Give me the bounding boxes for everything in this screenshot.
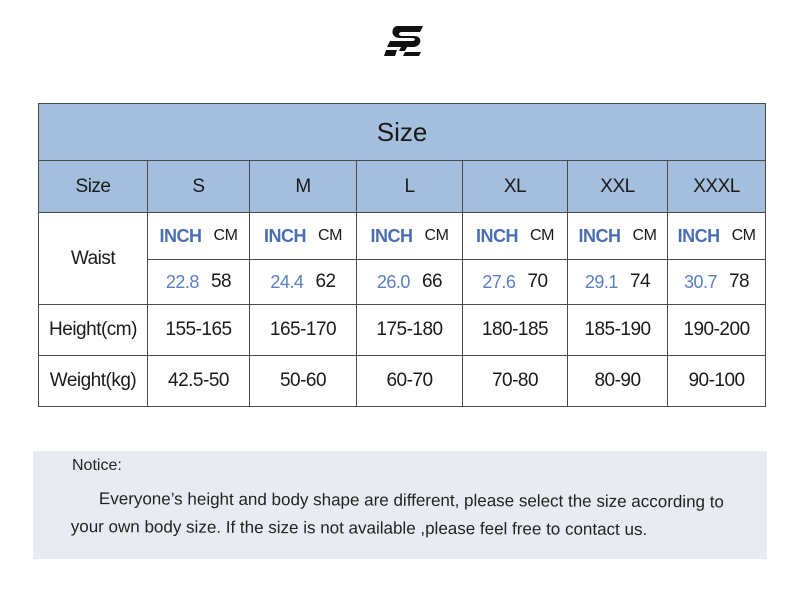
waist-inch-value: 22.8 — [165, 271, 199, 292]
weight-row — [39, 356, 766, 407]
cm-label: CM — [318, 227, 342, 244]
size-header-cell: XXL — [568, 161, 668, 213]
waist-cm-value: 74 — [629, 271, 651, 292]
size-header-cell: M — [250, 161, 357, 213]
height-cell: 165-170 — [250, 305, 357, 356]
inch-label: INCH — [677, 225, 720, 246]
notice-box — [33, 451, 767, 559]
cm-label: CM — [530, 227, 554, 244]
waist-inch-value: 26.0 — [376, 271, 410, 292]
weight-cell: 70-80 — [463, 356, 568, 407]
height-cell: 190-200 — [668, 305, 766, 356]
size-header-cell: XXXL — [668, 161, 766, 213]
row-label-height: Height(cm) — [39, 305, 148, 356]
waist-value-cell — [250, 260, 357, 305]
weight-cell: 50-60 — [250, 356, 357, 407]
size-header-cell: XL — [463, 161, 568, 213]
waist-inch-value: 24.4 — [270, 271, 304, 292]
notice-heading: Notice: — [72, 457, 122, 474]
unit-cell — [568, 213, 668, 260]
unit-cell — [357, 213, 463, 260]
waist-cm-value: 62 — [315, 271, 336, 292]
waist-value-cell — [668, 260, 766, 305]
waist-value-cell — [568, 260, 668, 305]
weight-cell: 60-70 — [357, 356, 463, 407]
cm-label: CM — [213, 227, 238, 244]
brand-logo-icon — [383, 25, 425, 57]
size-header-row — [39, 161, 766, 213]
unit-cell — [250, 213, 357, 260]
row-label-weight: Weight(kg) — [39, 356, 148, 407]
height-row — [39, 305, 766, 356]
waist-cm-value: 78 — [728, 271, 750, 292]
waist-inch-value: 29.1 — [584, 271, 618, 292]
inch-label: INCH — [476, 225, 519, 246]
height-cell: 175-180 — [357, 305, 463, 356]
unit-cell — [668, 213, 766, 260]
waist-inch-value: 30.7 — [683, 271, 717, 292]
waist-value-cell — [148, 260, 250, 305]
inch-label: INCH — [264, 225, 307, 246]
unit-cell — [148, 213, 250, 260]
waist-value-cell — [357, 260, 463, 305]
weight-cell: 80-90 — [568, 356, 668, 407]
size-chart-table — [38, 103, 766, 407]
cm-label: CM — [424, 227, 449, 244]
inch-label: INCH — [159, 225, 202, 246]
unit-cell — [463, 213, 568, 260]
cm-label: CM — [632, 227, 657, 244]
size-header-cell: L — [357, 161, 463, 213]
waist-cm-value: 58 — [210, 271, 232, 292]
notice-text: Everyone’s height and body shape are different, please select the size according to your own body size. If the size is not available ,please feel free to contact us. — [70, 489, 724, 540]
waist-unit-row — [39, 213, 766, 260]
inch-label: INCH — [370, 225, 413, 246]
table-title: Size — [39, 104, 766, 161]
weight-cell: 42.5-50 — [148, 356, 250, 407]
height-cell: 180-185 — [463, 305, 568, 356]
height-cell: 155-165 — [148, 305, 250, 356]
waist-value-cell — [463, 260, 568, 305]
waist-value-row — [39, 260, 766, 305]
row-label-size: Size — [39, 161, 148, 213]
waist-inch-value: 27.6 — [482, 271, 516, 292]
size-header-cell: S — [148, 161, 250, 213]
height-cell: 185-190 — [568, 305, 668, 356]
row-label-waist: Waist — [39, 213, 148, 305]
weight-cell: 90-100 — [668, 356, 766, 407]
cm-label: CM — [731, 227, 756, 244]
waist-cm-value: 66 — [421, 271, 443, 292]
inch-label: INCH — [578, 225, 621, 246]
waist-cm-value: 70 — [527, 271, 548, 292]
